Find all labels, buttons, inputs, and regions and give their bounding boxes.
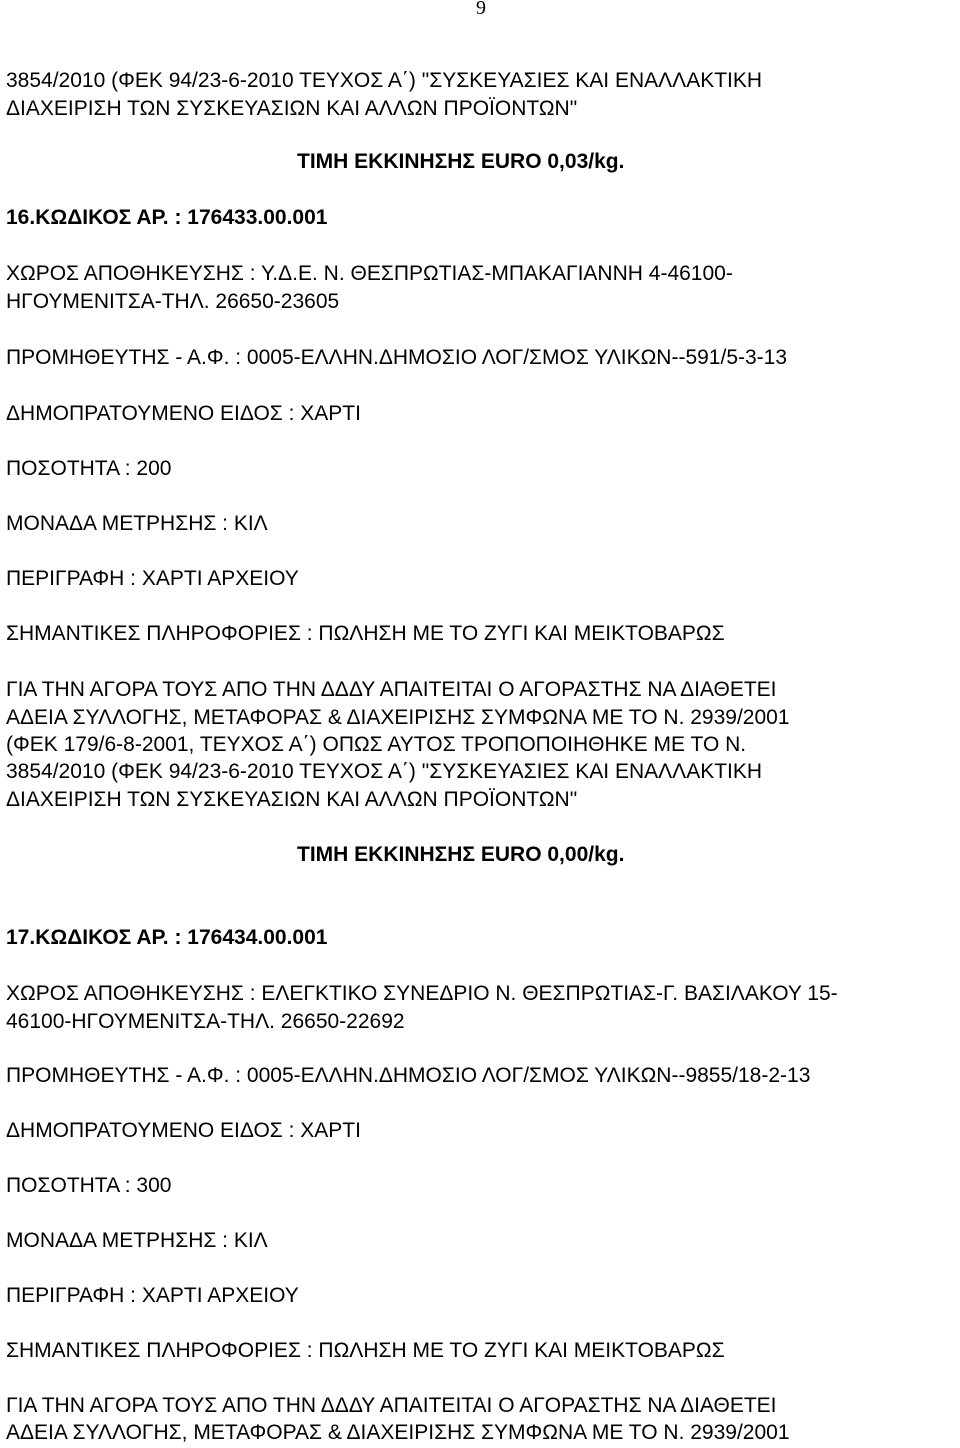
storage-location: ΗΓΟΥΜΕΝΙΤΣΑ-ΤΗΛ. 26650-23605 <box>6 290 340 313</box>
supplier: ΠΡΟΜΗΘΕΥΤΗΣ - Α.Φ. : 0005-ΕΛΛΗΝ.ΔΗΜΟΣΙΟ ΛΟΓ/ΣΜΟΣ ΥΛΙΚΩΝ--9855/18-2-13 <box>6 1064 811 1087</box>
measurement-unit: ΜΟΝΑΔΑ ΜΕΤΡΗΣΗΣ : ΚΙΛ <box>6 512 268 535</box>
item-code: 17.ΚΩΔΙΚΟΣ ΑΡ. : 176434.00.001 <box>6 926 328 949</box>
page-number: 9 <box>476 0 486 19</box>
terms-line: (ΦΕΚ 179/6-8-2001, ΤΕΥΧΟΣ Α΄) ΟΠΩΣ ΑΥΤΟΣ ΤΡΟΠΟΠΟΙΗΘΗΚΕ ΜΕ ΤΟ Ν. <box>6 733 747 756</box>
terms-line: ΓΙΑ ΤΗΝ ΑΓΟΡΑ ΤΟΥΣ ΑΠΟ ΤΗΝ ΔΔΔΥ ΑΠΑΙΤΕΙΤΑΙ Ο ΑΓΟΡΑΣΤΗΣ ΝΑ ΔΙΑΘΕΤΕΙ <box>6 678 777 701</box>
item-code: 16.ΚΩΔΙΚΟΣ ΑΡ. : 176433.00.001 <box>6 206 328 229</box>
storage-location: ΧΩΡΟΣ ΑΠΟΘΗΚΕΥΣΗΣ : ΕΛΕΓΚΤΙΚΟ ΣΥΝΕΔΡΙΟ Ν. ΘΕΣΠΡΩΤΙΑΣ-Γ. ΒΑΣΙΛΑΚΟΥ 15- <box>6 982 838 1005</box>
description: ΠΕΡΙΓΡΑΦΗ : ΧΑΡΤΙ ΑΡΧΕΙΟΥ <box>6 567 299 590</box>
supplier: ΠΡΟΜΗΘΕΥΤΗΣ - Α.Φ. : 0005-ΕΛΛΗΝ.ΔΗΜΟΣΙΟ ΛΟΓ/ΣΜΟΣ ΥΛΙΚΩΝ--591/5-3-13 <box>6 346 788 369</box>
item-type: ΔΗΜΟΠΡΑΤΟΥΜΕΝΟ ΕΙΔΟΣ : ΧΑΡΤΙ <box>6 1119 361 1142</box>
quantity: ΠΟΣΟΤΗΤΑ : 300 <box>6 1174 172 1197</box>
starting-price: ΤΙΜΗ ΕΚΚΙΝΗΣΗΣ EURO 0,03/kg. <box>297 150 625 173</box>
quantity: ΠΟΣΟΤΗΤΑ : 200 <box>6 457 172 480</box>
starting-price: ΤΙΜΗ ΕΚΚΙΝΗΣΗΣ EURO 0,00/kg. <box>297 843 625 866</box>
storage-location: ΧΩΡΟΣ ΑΠΟΘΗΚΕΥΣΗΣ : Υ.Δ.Ε. Ν. ΘΕΣΠΡΩΤΙΑΣ-ΜΠΑΚΑΓΙΑΝΝΗ 4-46100- <box>6 262 733 285</box>
description: ΠΕΡΙΓΡΑΦΗ : ΧΑΡΤΙ ΑΡΧΕΙΟΥ <box>6 1284 299 1307</box>
important-info: ΣΗΜΑΝΤΙΚΕΣ ΠΛΗΡΟΦΟΡΙΕΣ : ΠΩΛΗΣΗ ΜΕ ΤΟ ΖΥΓΙ ΚΑΙ ΜΕΙΚΤΟΒΑΡΩΣ <box>6 1339 725 1362</box>
terms-line: ΔΙΑΧΕΙΡΙΣΗ ΤΩΝ ΣΥΣΚΕΥΑΣΙΩΝ ΚΑΙ ΑΛΛΩΝ ΠΡΟΪΟΝΤΩΝ" <box>6 788 578 811</box>
measurement-unit: ΜΟΝΑΔΑ ΜΕΤΡΗΣΗΣ : ΚΙΛ <box>6 1229 268 1252</box>
item-type: ΔΗΜΟΠΡΑΤΟΥΜΕΝΟ ΕΙΔΟΣ : ΧΑΡΤΙ <box>6 402 361 425</box>
terms-line: ΑΔΕΙΑ ΣΥΛΛΟΓΗΣ, ΜΕΤΑΦΟΡΑΣ & ΔΙΑΧΕΙΡΙΣΗΣ ΣΥΜΦΩΝΑ ΜΕ ΤΟ Ν. 2939/2001 <box>6 706 790 729</box>
terms-line: ΓΙΑ ΤΗΝ ΑΓΟΡΑ ΤΟΥΣ ΑΠΟ ΤΗΝ ΔΔΔΥ ΑΠΑΙΤΕΙΤΑΙ Ο ΑΓΟΡΑΣΤΗΣ ΝΑ ΔΙΑΘΕΤΕΙ <box>6 1394 777 1417</box>
continuation-line: 3854/2010 (ΦΕΚ 94/23-6-2010 ΤΕΥΧΟΣ Α΄) "ΣΥΣΚΕΥΑΣΙΕΣ ΚΑΙ ΕΝΑΛΛΑΚΤΙΚΗ <box>6 69 763 92</box>
terms-line: 3854/2010 (ΦΕΚ 94/23-6-2010 ΤΕΥΧΟΣ Α΄) "ΣΥΣΚΕΥΑΣΙΕΣ ΚΑΙ ΕΝΑΛΛΑΚΤΙΚΗ <box>6 760 763 783</box>
storage-location: 46100-ΗΓΟΥΜΕΝΙΤΣΑ-ΤΗΛ. 26650-22692 <box>6 1010 405 1033</box>
terms-line: ΑΔΕΙΑ ΣΥΛΛΟΓΗΣ, ΜΕΤΑΦΟΡΑΣ & ΔΙΑΧΕΙΡΙΣΗΣ ΣΥΜΦΩΝΑ ΜΕ ΤΟ Ν. 2939/2001 <box>6 1421 790 1444</box>
important-info: ΣΗΜΑΝΤΙΚΕΣ ΠΛΗΡΟΦΟΡΙΕΣ : ΠΩΛΗΣΗ ΜΕ ΤΟ ΖΥΓΙ ΚΑΙ ΜΕΙΚΤΟΒΑΡΩΣ <box>6 622 725 645</box>
continuation-line: ΔΙΑΧΕΙΡΙΣΗ ΤΩΝ ΣΥΣΚΕΥΑΣΙΩΝ ΚΑΙ ΑΛΛΩΝ ΠΡΟΪΟΝΤΩΝ" <box>6 97 578 120</box>
